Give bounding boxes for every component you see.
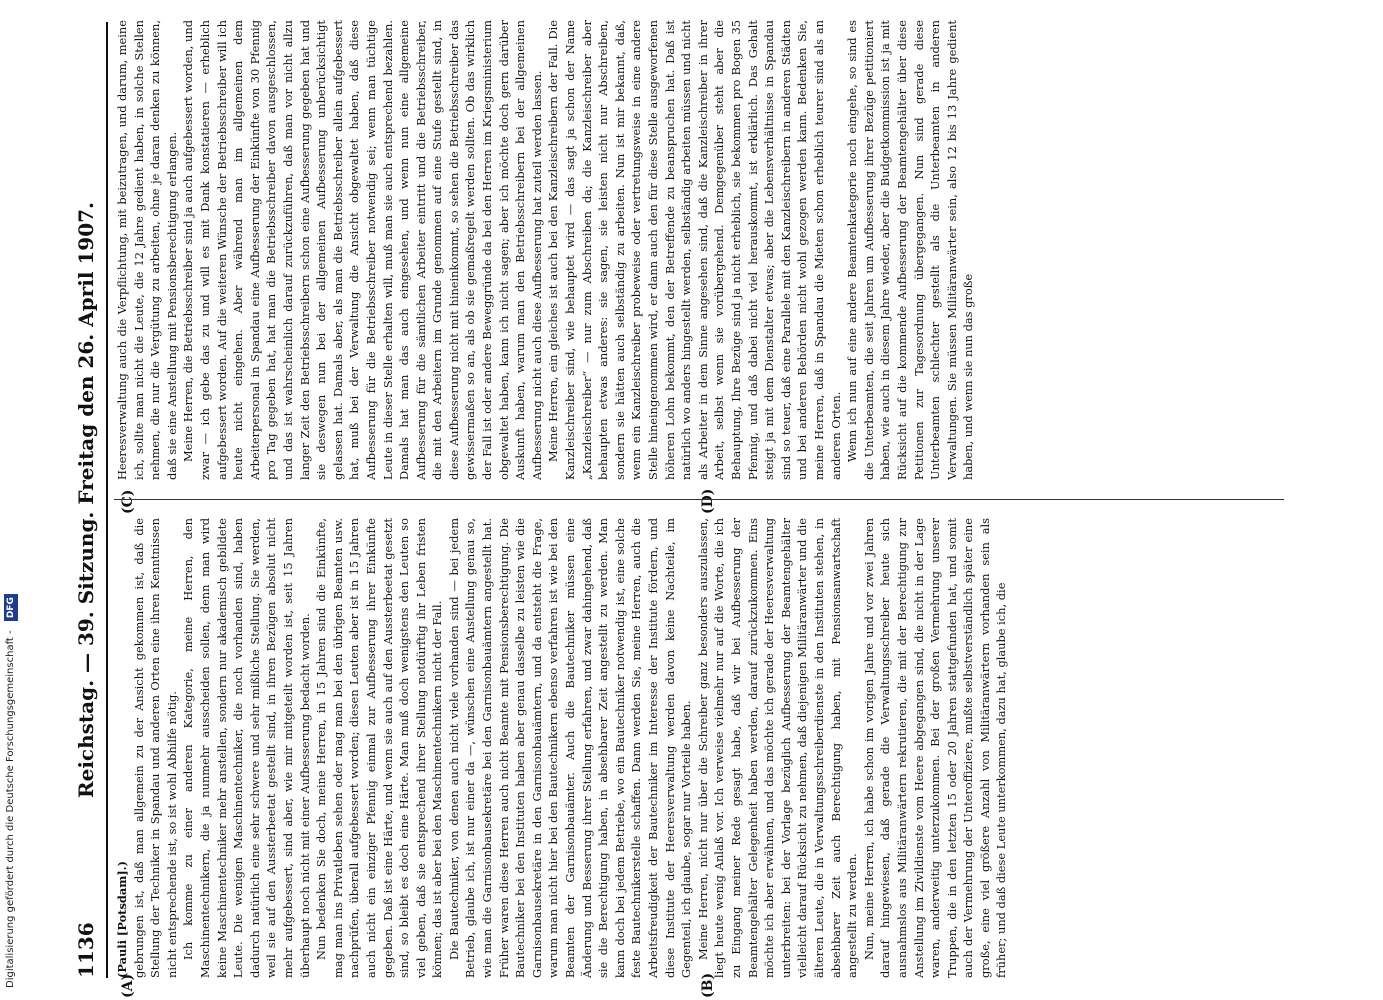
paragraph: Meine Herren, ein gleiches ist auch bei den Kanzleischreibern der Fall. Die Kanzleischreiber sind, wie behauptet wird — das sagt ja schon der Name „Kanzleischreiber“ — nur zum Abschreiben da; die Kanzleischreiber aber behaupten etwas anderes: sie sagen, sie leisten nicht nur Abschreiben, sondern sie hätten auch selbständig zu arbeiten. Nun ist mir bekannt, daß, wenn ein Kanzleischreiber probeweise oder vertretungsweise in eine andere Stelle hineingenommen wird, er dann auch den für diese Stelle ausgeworfenen höheren Lohn bekommt, den der Betreffende zu beanspruchen hat. Daß ist natürlich wo anders hingestellt werden, selbständig arbeiten müssen und nicht als Arbeiter in dem Sinne angesehen sind, daß die Kanzleischreiber in ihrer Arbeit, selbst wenn sie vorübergehend. Demgegenüber steht aber die Behauptung, Ihre Bezüge sind ja nicht erheblich, sie bekommen pro Bogen 35 Pfennig, und daß dabei nicht viel herauskommt, ist erklärlich. Das Gehalt steigt ja mit dem Dienstalter etwas; aber die Lebensverhältnisse in Spandau sind so teuer, daß eine Parallele mit den Kanzleischreibern in anderen Städten und bei anderen Behörden nicht wohl gezogen werden kann. Bedenken Sie, meine Herren, daß in Spandau die Mieten schon erheblich teurer sind als an anderen Orten. bbox=[546, 20, 843, 480]
paragraph: Heeresverwaltung auch die Verpflichtung, mit beizutragen, und darum, meine ich, sollte man nicht die Leute, die 12 Jahre gedient haben, in solche Stellen nehmen, die nur die Vergütung zu arbeiten, ohne je daran denken zu können, daß sie eine Anstellung mit Pensionsberechtigung erlangen. bbox=[115, 20, 179, 480]
dfg-logo: DFG bbox=[4, 594, 18, 621]
margin-marker-a: (A) bbox=[120, 973, 136, 998]
margin-marker-c: (C) bbox=[120, 489, 136, 514]
page-number: 1136 bbox=[74, 922, 98, 978]
page-header bbox=[74, 22, 108, 978]
paragraph: Die Bautechniker, von denen auch nicht viele vorhanden sind — bei jedem Betrieb, glaube ich, ist nur einer da —, wünschen eine Anstellung genau so, wie man die Garnisonbausekretäre bei den Garnisonbauämtern angestellt hat. Früher waren diese Herren auch nicht Beamte mit Pensionsberechtigung. Die Bautechniker bei den Instituten haben aber genau dasselbe zu leisten wie die Garnisonbausekretäre in den Garnisonbauämtern, und da entsteht die Frage, warum man nicht hier bei den Bautechnikern ebenso verfahren ist wie bei den Beamten der Garnisonbauämter. Auch die Bautechniker müssen eine Änderung und Besserung ihrer Stellung erfahren, und zwar dahingehend, daß sie die Berechtigung haben, in absehbarer Zeit angestellt zu werden. Man kann doch bei jedem Betriebe, wo ein Bautechniker notwendig ist, eine solche feste Bautechnikerstelle schaffen. Dann werden Sie, meine Herren, auch die Arbeitsfreudigkeit der Bautechniker im Interesse der Institute fördern, und diese Institute der Heeresverwaltung werden davon keine Nachteile, im Gegenteil, ich glaube, sogar nur Vorteile haben. bbox=[446, 518, 694, 978]
paragraph: Nun, meine Herren, ich habe schon im vorigen Jahre und vor zwei Jahren darauf hingewiesen, daß gerade die Verwaltungsschreiber heute sich ausnahmslos aus Militäranwärtern rekrutieren, die mit der Berechtigung zur Anstellung im Zivildienste vom Heere abgegangen sind, die nicht in der Lage waren, anderweitig unterzukommen. Bei der großen Vermehrung unserer Truppen, die in den letzten 15 oder 20 Jahren stattgefunden hat, und somit auch der Vermehrung der Unteroffiziere, mußte selbstverständlich später eine große, eine viel größere Anzahl von Militäranwärtern vorhanden sein als früher; und daß diese Leute unterkommen, dazu hat, glaube ich, die bbox=[861, 518, 1009, 978]
speaker-name: (Pauli [Potsdam].) bbox=[115, 861, 129, 978]
paragraph: gebrungen ist, daß man allgemein zu der Ansicht gekommen ist, daß die Stellung der Techniker in Spandau und anderen Orten eine ihren Kenntnissen nicht entsprechende ist, so ist wohl Abhilfe nötig. bbox=[131, 518, 179, 978]
paragraph: Ich komme zu einer anderen Kategorie, meine Herren, den Maschinentechnikern, die ja nunmehr ausscheiden sollen, denn man wird keine Maschinentechniker mehr anstellen, sondern nur akademisch gebildete Leute. Die wenigen Maschinentechniker, die noch vorhanden sind, haben dadurch natürlich eine sehr schwere und sehr mißliche Stellung. Sie werden, weil sie auf den Aussterbeetat gestellt sind, in ihren Bezügen absolut nicht mehr aufgebessert, sind aber, wie mir mitgeteilt worden ist, seit 15 Jahren überhaupt noch nicht mit einer Aufbesserung bedacht worden. bbox=[181, 518, 312, 978]
margin-marker-b: (B) bbox=[700, 972, 716, 998]
margin-marker-d: (D) bbox=[700, 488, 716, 514]
paragraph: Wenn ich nun auf eine andere Beamtenkategorie noch eingehe, so sind es die Unterbeamten, die seit Jahren um Aufbesserung ihrer Bezüge petitioniert haben, wie auch in diesem Jahre wieder, aber die Budgetkommission ist ja mit Rücksicht auf die kommende Aufbesserung der Beamtengehälter über diese Petitionen zur Tagesordnung übergegangen. Nun sind gerade diese Unterbeamten schlechter gestellt als die Unterbeamten in anderen Verwaltungen. Sie müssen Militäranwärter sein, also 12 bis 13 Jahre gedient haben, und wenn sie nun das große bbox=[845, 20, 976, 480]
document-page bbox=[60, 0, 1315, 1000]
right-column bbox=[114, 20, 1294, 480]
left-column bbox=[114, 518, 1294, 978]
paragraph: Meine Herren, nicht nur über die Schreiber ganz besonders auszulassen, liegt heute wenig Anlaß vor. Ich verweise vielmehr nur auf die Worte, die ich zu Eingang meiner Rede gesagt habe, daß wir bei Aufbesserung der Beamtengehälter Gelegenheit haben werden, darauf zurückzukommen. Eins möchte ich aber erwähnen, und das möchte ich gerade der Heeresverwaltung unterbreiten: bei der Vorlage bezüglich Aufbesserung der Beamtengehälter vielleicht darauf Rücksicht zu nehmen, daß diejenigen Militäranwärter und die älteren Leute, die in Verwaltungsschreiberdienste in den Instituten stehen, in absehbarer Zeit auch Berechtigung haben, mit Pensionsanwartschaft angestellt zu werden. bbox=[695, 518, 860, 978]
header-rule bbox=[106, 22, 108, 978]
column-divider bbox=[114, 499, 1284, 500]
digitization-credit bbox=[2, 8, 20, 988]
credit-text: Digitalisierung gefördert durch die Deutsche Forschungsgemeinschaft - bbox=[5, 630, 16, 988]
rotated-page bbox=[60, 0, 1383, 1000]
paragraph: Meine Herren, die Betriebsschreiber sind ja auch aufgebessert worden, und zwar — ich gebe das zu und will es mit Dank konstatieren — erheblich aufgebessert worden. Auf die weiteren Wünsche der Betriebsschreiber will ich heute nicht eingehen. Aber während man im allgemeinen dem Arbeiterpersonal in Spandau eine Aufbesserung der Einkünfte von 30 Pfennig pro Tag gegeben hat, hat man die Betriebsschreiber davon ausgeschlossen, und das ist wahrscheinlich darauf zurückzuführen, daß man vor nicht allzu langer Zeit den Betriebsschreibern schon eine Aufbesserung gegeben hat und sie deswegen nun bei der allgemeinen Aufbesserung unberücksichtigt gelassen hat. Damals aber, als man die Betriebsschreiber allein aufgebessert hat, muß bei der Verwaltung die Ansicht obgewaltet haben, daß diese Aufbesserung für die Betriebsschreiber notwendig sei; wenn man tüchtige Leute in dieser Stelle erhalten will, muß man sie auch entsprechend bezahlen. Damals hat man das auch eingesehen, und wenn nun eine allgemeine Aufbesserung für die sämtlichen Arbeiter eintritt und die Betriebsschreiber, die mit den Arbeitern im Grunde genommen auf eine Stufe gestellt sind, in diese Aufbesserung nicht mit hineinkommt, so sehen die Betriebsschreiber das gewissermaßen so an, als ob sie gemaßregelt werden sollten. Ob das wirklich der Fall ist oder andere Beweggründe da bei den Herren im Kriegsministerium obgewaltet haben, kann ich nicht sagen; aber ich möchte doch gern darüber Auskunft haben, warum man den Betriebsschreibern bei der allgemeinen Aufbesserung nicht auch diese Aufbesserung hat zuteil werden lassen. bbox=[181, 20, 544, 480]
page-title: Reichstag. — 39. Sitzung. Freitag den 26. April 1907. bbox=[74, 201, 98, 799]
paragraph: Nun bedenken Sie doch, meine Herren, in 15 Jahren sind die Einkünfte, mag man ins Privatleben sehen oder mag man bei den übrigen Beamten usw. nachprüfen, überall aufgebessert worden; diesen Leuten aber ist in 15 Jahren auch nicht ein einziger Pfennig einmal zur Aufbesserung ihrer Einkünfte gegeben. Daß ist eine Härte, und wenn sie auch auf den Aussterbeetat gesetzt sind, so bleibt es doch eine Härte. Man muß doch wenigstens den Leuten so viel geben, daß sie entsprechend ihrer Stellung notdürftig ihr Leben fristen können; das ist aber bei den Maschinentechnikern nicht der Fall. bbox=[314, 518, 445, 978]
